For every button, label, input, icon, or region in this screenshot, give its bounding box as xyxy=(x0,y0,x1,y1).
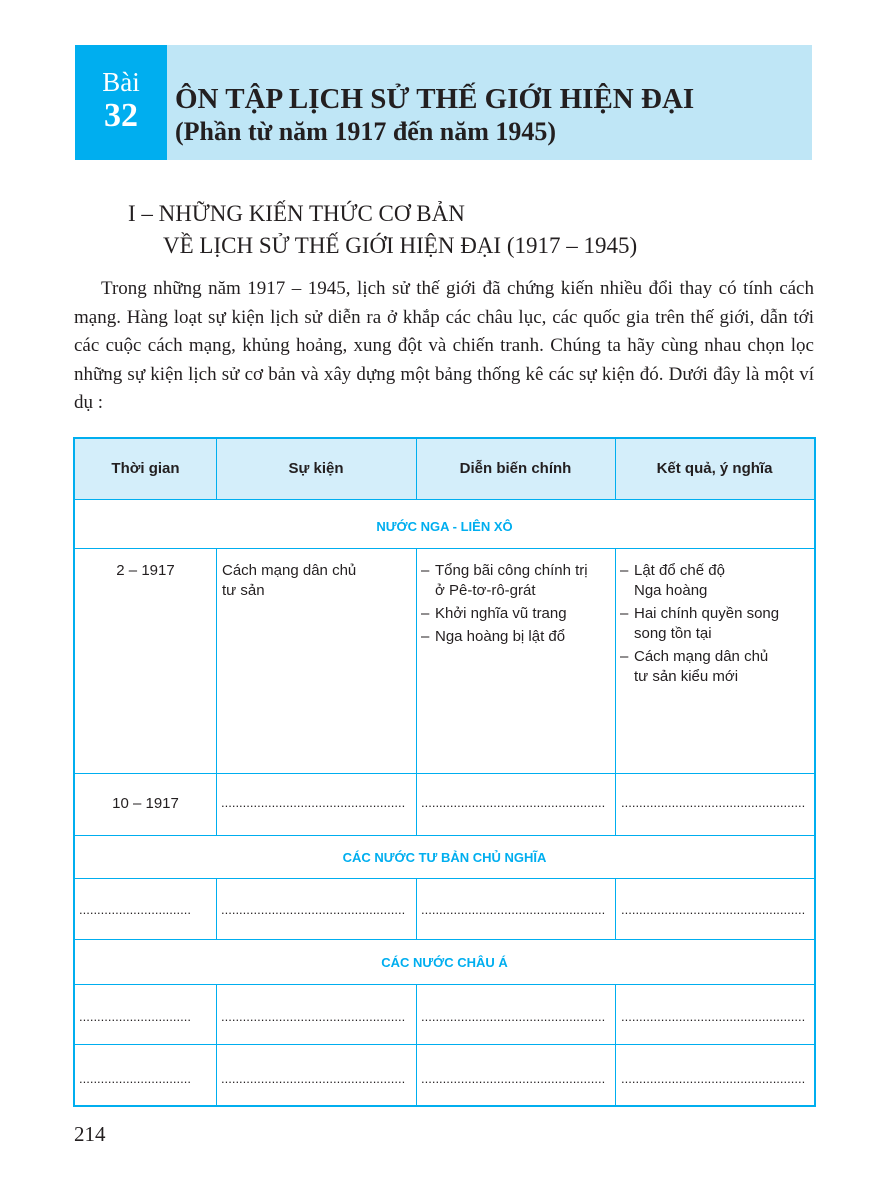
intro-paragraph: Trong những năm 1917 – 1945, lịch sử thế giới đã chứng kiến nhiều đổi thay có tính cách mạng. Hàng loạt sự kiện lịch sử diễn ra ở khắp các châu lục, các quốc gia trên thế giới, dẫn tới các cuộc cách mạng, khủng hoảng, xung đột và chiến tranh. Chúng ta hãy cùng nhau chọn lọc những sự kiện lịch sử cơ bản và xây dựng một bảng thống kê các sự kiện đó. Dưới đây là một ví dụ : xyxy=(74,278,814,413)
dash-mark: – xyxy=(421,605,430,622)
blank-cell-dots: ............................... xyxy=(79,902,191,917)
row-divider xyxy=(75,773,814,774)
section-heading-line2: VỀ LỊCH SỬ THẾ GIỚI HIỆN ĐẠI (1917 – 1945) xyxy=(163,233,638,258)
column-divider xyxy=(615,878,616,939)
development-item xyxy=(421,627,613,647)
column-divider xyxy=(615,984,616,1107)
column-divider xyxy=(216,548,217,835)
row-divider xyxy=(75,984,814,985)
result-text: Cách mạng dân chủ xyxy=(634,648,769,665)
lesson-header xyxy=(75,45,812,160)
row1-development xyxy=(421,561,613,650)
blank-cell-dots: ................................................... xyxy=(621,1071,806,1086)
result-text: Nga hoàng xyxy=(634,582,708,599)
column-divider xyxy=(416,984,417,1107)
blank-cell-dots: ................................................... xyxy=(421,1071,606,1086)
header-time: Thời gian xyxy=(111,460,180,477)
dash-mark: – xyxy=(421,628,430,645)
column-divider xyxy=(615,439,616,499)
row-divider xyxy=(75,939,814,940)
column-divider xyxy=(416,439,417,499)
row-divider xyxy=(75,835,814,836)
blank-cell-dots: ............................... xyxy=(79,1071,191,1086)
result-item xyxy=(620,647,812,687)
blank-cell-dots: ................................................... xyxy=(621,1009,806,1024)
development-text: ở Pê-tơ-rô-grát xyxy=(435,582,536,599)
page-number: 214 xyxy=(74,1122,106,1146)
blank-cell-dots: ................................................... xyxy=(421,795,606,810)
lesson-word: Bài xyxy=(102,67,140,97)
dash-mark: – xyxy=(421,562,430,579)
row1-result xyxy=(620,561,812,690)
section-russia-label: NƯỚC NGA - LIÊN XÔ xyxy=(376,519,513,534)
lesson-subtitle: (Phần từ năm 1917 đến năm 1945) xyxy=(175,117,557,146)
development-item xyxy=(421,561,613,601)
row1-event xyxy=(222,561,412,601)
lesson-badge xyxy=(75,45,167,160)
blank-cell-dots: ................................................... xyxy=(421,1009,606,1024)
result-text: Hai chính quyền song xyxy=(634,605,780,622)
row-divider xyxy=(75,1044,814,1045)
blank-cell-dots: ................................................... xyxy=(221,902,406,917)
development-item xyxy=(421,604,613,624)
result-text: Lật đổ chế độ xyxy=(634,562,725,579)
blank-cell-dots: ............................... xyxy=(79,1009,191,1024)
header-result: Kết quả, ý nghĩa xyxy=(656,460,773,477)
result-item xyxy=(620,561,812,601)
row1-event-line: tư sản xyxy=(222,582,265,599)
row-divider xyxy=(75,878,814,879)
dash-mark: – xyxy=(620,648,629,665)
section-asia-label: CÁC NƯỚC CHÂU Á xyxy=(381,955,508,970)
blank-cell-dots: ................................................... xyxy=(621,795,806,810)
column-divider xyxy=(216,439,217,499)
column-divider xyxy=(615,548,616,835)
development-text: Nga hoàng bị lật đổ xyxy=(435,628,566,645)
row1-event-line: Cách mạng dân chủ xyxy=(222,562,357,579)
section-heading-line1: I – NHỮNG KIẾN THỨC CƠ BẢN xyxy=(128,201,465,226)
blank-cell-dots: ................................................... xyxy=(221,795,406,810)
row-divider xyxy=(75,548,814,549)
blank-cell-dots: ................................................... xyxy=(621,902,806,917)
row1-time: 2 – 1917 xyxy=(116,562,175,579)
section-capitalist-label: CÁC NƯỚC TƯ BẢN CHỦ NGHĨA xyxy=(342,850,547,865)
result-text: tư sản kiểu mới xyxy=(634,668,739,685)
column-divider xyxy=(416,548,417,835)
blank-cell-dots: ................................................... xyxy=(221,1009,406,1024)
development-text: Khởi nghĩa vũ trang xyxy=(435,605,567,622)
dash-mark: – xyxy=(620,605,629,622)
dash-mark: – xyxy=(620,562,629,579)
row2-time: 10 – 1917 xyxy=(112,795,179,812)
blank-cell-dots: ................................................... xyxy=(421,902,606,917)
result-text: song tồn tại xyxy=(634,625,712,642)
table-header-row xyxy=(75,439,814,500)
result-item xyxy=(620,604,812,644)
development-text: Tổng bãi công chính trị xyxy=(435,562,588,579)
column-divider xyxy=(416,878,417,939)
lesson-number: 32 xyxy=(104,97,138,134)
column-divider xyxy=(216,984,217,1107)
events-table xyxy=(73,437,816,1107)
header-development: Diễn biến chính xyxy=(459,460,572,477)
lesson-title: ÔN TẬP LỊCH SỬ THẾ GIỚI HIỆN ĐẠI xyxy=(175,83,695,115)
blank-cell-dots: ................................................... xyxy=(221,1071,406,1086)
column-divider xyxy=(216,878,217,939)
header-event: Sự kiện xyxy=(288,460,344,477)
